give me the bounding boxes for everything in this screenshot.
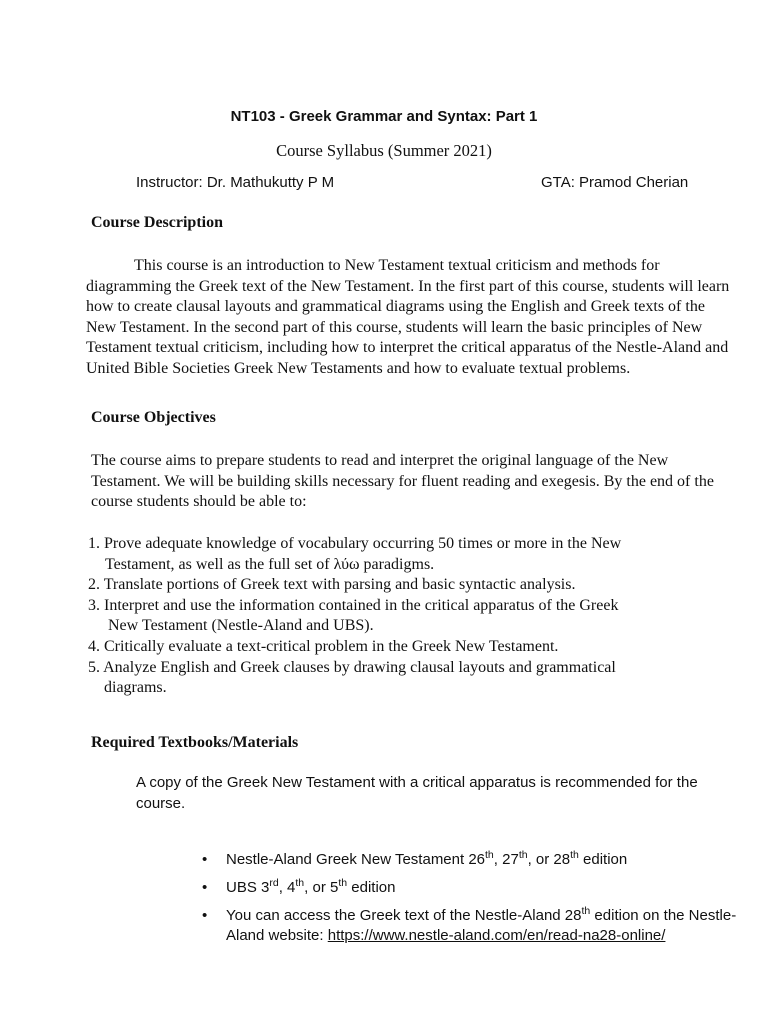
objective-text: 2. Translate portions of Greek text with parsing and basic syntactic analysis. <box>88 576 576 594</box>
ordinal-suffix: th <box>485 849 494 861</box>
objective-text: 5. Analyze English and Greek clauses by drawing clausal layouts and grammatical <box>88 658 616 676</box>
objective-continuation: Testament, as well as the full set of λύω paradigms. <box>105 555 435 573</box>
course-description-heading: Course Description <box>91 214 223 231</box>
objective-item <box>88 534 748 575</box>
material-text: edition on the Nestle-Aland website: <box>226 907 737 944</box>
ordinal-suffix: th <box>581 905 591 917</box>
materials-list <box>198 850 738 954</box>
objectives-list <box>88 534 748 699</box>
gta-line: GTA: Pramod Cherian <box>541 174 689 191</box>
course-objectives-intro: The course aims to prepare students to read and interpret the original language of the New Testament. We will be building skills necessary for fluent reading and exegesis. By the end of the course students should be able to: <box>91 452 714 511</box>
material-text: UBS 3 <box>226 879 270 896</box>
objective-text: 4. Critically evaluate a text-critical problem in the Greek New Testament. <box>88 637 559 655</box>
ordinal-suffix: th <box>295 877 305 889</box>
list-item <box>198 878 738 898</box>
list-item <box>198 850 738 870</box>
bullet-icon: • <box>202 851 208 868</box>
objective-continuation: New Testament (Nestle-Aland and UBS). <box>108 617 374 635</box>
material-text: , or 5 <box>304 879 339 896</box>
list-item <box>198 906 738 946</box>
material-text: , 4 <box>278 879 296 896</box>
syllabus-subtitle: Course Syllabus (Summer 2021) <box>276 141 492 160</box>
material-text: , or 28 <box>527 851 571 868</box>
ordinal-suffix: th <box>518 849 528 861</box>
objective-text: 3. Interpret and use the information contained in the critical apparatus of the Greek <box>88 596 619 614</box>
objective-continuation: diagrams. <box>104 679 167 697</box>
bullet-icon: • <box>202 907 208 924</box>
ordinal-suffix: rd <box>269 877 279 889</box>
required-materials-intro: A copy of the Greek New Testament with a critical apparatus is recommended for the course. <box>136 774 698 812</box>
course-description-text: This course is an introduction to New Testament textual criticism and methods for diagramming the Greek text of the New Testament. In the first part of this course, students will learn how to create clausal layouts and grammatical diagrams using the English and Greek texts of the New Testament. In the second part of this course, students will learn the basic principles of New Testament textual criticism, including how to interpret the critical apparatus of the Nestle-Aland and United Bible Societies Greek New Testaments and how to evaluate textual problems. <box>86 257 730 377</box>
nestle-aland-link[interactable]: https://www.nestle-aland.com/en/read-na28-online/ <box>327 927 666 944</box>
material-text: edition <box>578 851 628 868</box>
required-materials-heading: Required Textbooks/Materials <box>91 734 299 751</box>
material-text: edition <box>347 879 396 896</box>
ordinal-suffix: th <box>338 877 348 889</box>
objective-item <box>88 596 748 637</box>
objective-item <box>88 658 748 699</box>
bullet-icon: • <box>202 879 208 896</box>
objective-text: 1. Prove adequate knowledge of vocabulary occurring 50 times or more in the New <box>88 535 622 552</box>
instructor-line: Instructor: Dr. Mathukutty P M <box>136 174 335 191</box>
material-text: , 27 <box>493 851 519 868</box>
course-title: NT103 - Greek Grammar and Syntax: Part 1 <box>230 108 538 125</box>
material-text: Nestle-Aland Greek New Testament 26 <box>226 851 486 868</box>
course-description-paragraph <box>86 256 732 380</box>
objective-item <box>88 575 748 596</box>
ordinal-suffix: th <box>570 849 579 861</box>
objective-item <box>88 637 748 658</box>
material-text: You can access the Greek text of the Nestle-Aland 28 <box>226 907 582 924</box>
course-objectives-heading: Course Objectives <box>91 409 216 426</box>
